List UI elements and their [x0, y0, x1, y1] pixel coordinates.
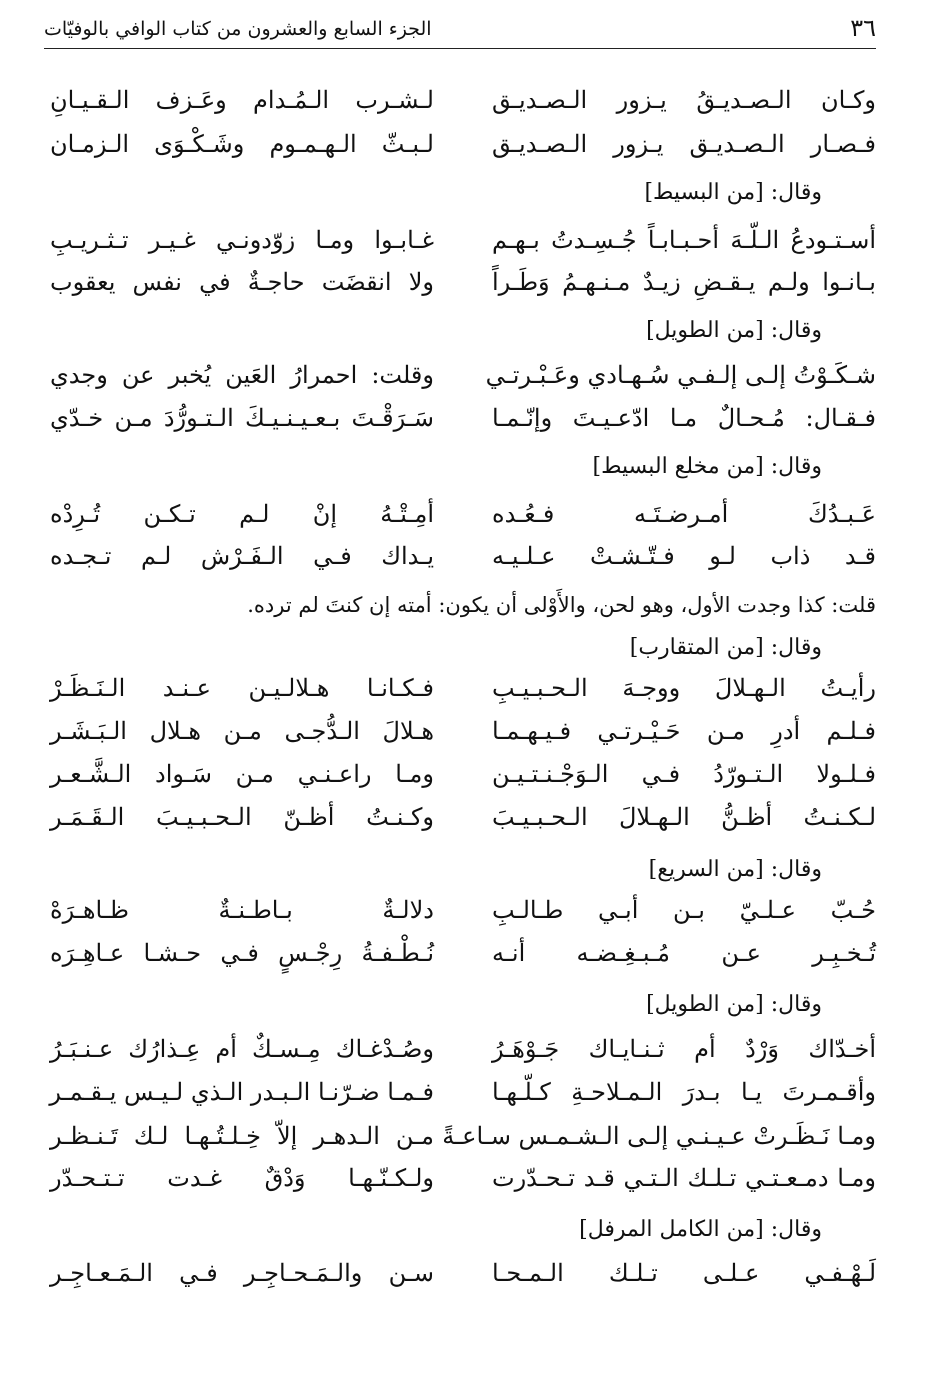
- verse-hemistich-left: مـن الـدهـر إلاّ خِـلـتُـهـا لـك تَـنـظـر: [50, 1122, 434, 1150]
- verse-hemistich-left: دلالـةٌ بـاطـنـةٌ ظـاهـرَهْ: [50, 896, 434, 924]
- verse-hemistich-right: فـصـار الـصـديـق يـزور الـصـديـق: [492, 130, 876, 158]
- verse-hemistich-right: عَـبـدُكَ أمـرضـتَـه فـعُـده: [492, 500, 876, 528]
- verse-hemistich-left: غـابـوا ومـا زوّدونـي غـيـر تـثـريـبِ: [50, 226, 434, 254]
- poem-intro: وقال: [من الكامل المرفل]: [579, 1217, 822, 1242]
- verse-hemistich-right: أخـدّاك وَرْدٌ أم ثـنـايـاك جَـوْهَـرُ: [492, 1035, 876, 1063]
- verse-hemistich-right: حُـبّ عـلـيّ بـن أبـي طـالـبِ: [492, 896, 876, 924]
- editor-note: قلت: كذا وجدت الأول، وهو لحن، والأَوْلى أن يكون: أمته إن كنتَ لم ترده.: [247, 593, 876, 617]
- verse-hemistich-right: وأقـمـرتَ يـا بـدرَ الـمـلاحـةِ كـلّـهـا: [492, 1078, 876, 1106]
- verse-hemistich-left: ومـا راعـنـي مـن سَـواد الـشَّـعـر: [50, 760, 434, 788]
- verse-hemistich-right: فـلـولا الـتـورّدُ فـي الـوَجْـنـتـيـن: [492, 760, 876, 788]
- verse-hemistich-right: أسـتـودعُ الـلّـهَ أحـبـابـاً جُـسِـدتُ بـهـم: [492, 226, 876, 254]
- verse-hemistich-left: وصُـدْغـاك مِـسـكٌ أم عِـذارُك عـنـبَـرُ: [50, 1035, 434, 1063]
- verse-hemistich-right: لَـهْـفـي عـلـى تـلـك الـمـحـا: [492, 1259, 876, 1287]
- verse-hemistich-left: سـن والـمَـحـاجِـر فـي الـمَـعـاجِـر: [50, 1259, 434, 1287]
- verse-hemistich-right: ومـا دمـعـتـي تـلـك الـتـي قـد تـحـدّرت: [492, 1164, 876, 1192]
- poem-intro: وقال: [من الطويل]: [646, 992, 822, 1017]
- verse-hemistich-right: فـقـال: مُـحـالٌ مـا ادّعـيـتَ وإنّـمـا: [492, 404, 876, 432]
- poem-intro: وقال: [من الطويل]: [646, 318, 822, 343]
- verse-hemistich-left: أمِـتْـهُ إنْ لـم تـكـن تُـرِدْه: [50, 500, 434, 528]
- verse-hemistich-left: يـداك فـي الـفَـرْش لـم تـجـده: [50, 542, 434, 570]
- verse-hemistich-left: ولا انقضَت حاجـةٌ في نفس يعقوب: [50, 268, 434, 296]
- verse-hemistich-right: وكـان الـصـديـقُ يـزور الـصـديـق: [492, 86, 876, 114]
- verse-hemistich-right: تُـخـبِـر عـن مُـبـغِـضـه أنـه: [492, 939, 876, 967]
- verse-hemistich-right: لـكـنـتُ أظـنُّ الـهـلالَ الـحـبـيـبَ: [492, 803, 876, 831]
- verse-hemistich-right: بـانـوا ولـم يـقـضِ زيـدٌ مـنـهـمُ وَطَـراً: [492, 268, 876, 296]
- verse-hemistich-left: وقلت: احمرارُ العَين يُخبر عن وجدي: [50, 361, 434, 389]
- verse-hemistich-left: سَـرَقْـتَ بـعـيـنـيـكَ الـتـورُّدَ مـن خـدّي: [50, 404, 434, 432]
- running-title: الجزء السابع والعشرون من كتاب الوافي بالوفيّات: [44, 18, 432, 40]
- verse-hemistich-left: هـلالَ الـدُّجـى مـن هـلال الـبَـشَـر: [50, 717, 434, 745]
- verse-hemistich-right: ومـا نَـظَـرتْ عـيـنـي إلـى الـشـمـس سـاعـةً: [442, 1122, 876, 1150]
- verse-hemistich-left: فـمـا ضـرّنـا الـبـدر الـذي لـيـس يـقـمـر: [49, 1078, 434, 1106]
- verse-hemistich-left: نُـطْـفـةُ رِجْـسٍ فـي حـشـا عـاهِـرَه: [50, 939, 434, 967]
- verse-hemistich-right: قـد ذاب لـو فـتّـشـتْ عـلـيـه: [492, 542, 876, 570]
- page-number: ٣٦: [850, 14, 876, 42]
- poem-intro: وقال: [من المتقارب]: [629, 635, 822, 660]
- poem-intro: وقال: [من البسيط]: [644, 180, 822, 205]
- verse-hemistich-right: فـلـم أدرِ مـن حَـيْـرتـي فـيـهـمـا: [492, 717, 876, 745]
- poem-intro: وقال: [من السريع]: [648, 857, 822, 882]
- verse-hemistich-right: رأيـتُ الـهـلالَ ووجـهَ الـحـبـيـبِ: [492, 674, 876, 702]
- poem-intro: وقال: [من مخلع البسيط]: [592, 454, 822, 479]
- verse-hemistich-left: فـكـانـا هـلالـيـن عـنـد الـنَـظَـرْ: [50, 674, 434, 702]
- verse-hemistich-left: ولـكـنّـهـا وَدْقٌ غـدت تـتـحـدّر: [50, 1164, 434, 1192]
- verse-hemistich-left: لـبـثّ الـهـمـوم وشَـكْـوَى الـزمـان: [50, 130, 434, 158]
- verse-hemistich-right: شـكَـوْتُ إلـى إلـفـي سُـهـادي وعَـبْـرتـي: [485, 361, 876, 389]
- verse-hemistich-left: وكـنـتُ أظـنّ الـحـبـيـبَ الـقَـمَـر: [50, 803, 434, 831]
- verse-hemistich-left: لـشـرب الـمُـدام وعَـزف الـقـيـانِ: [50, 86, 434, 114]
